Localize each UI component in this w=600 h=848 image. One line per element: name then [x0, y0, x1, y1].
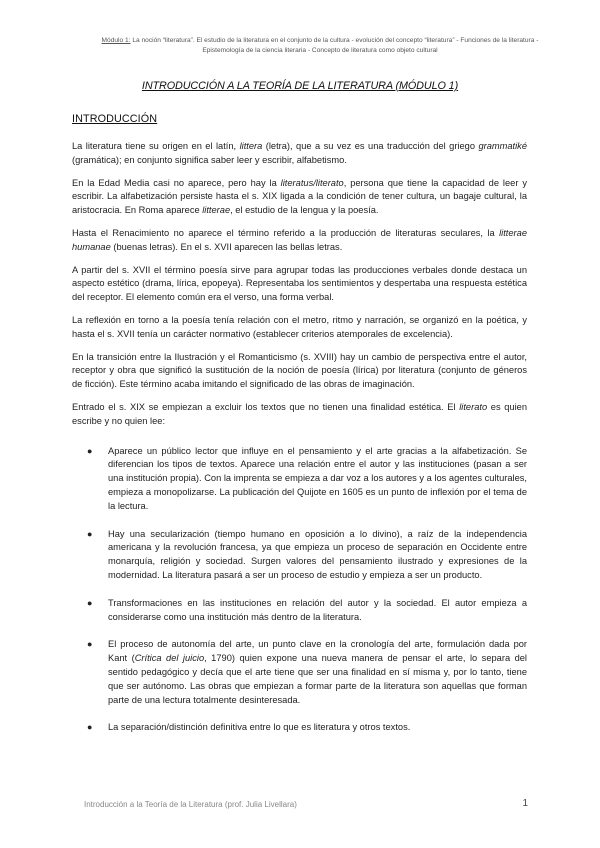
text-run: El proceso de autonomía del arte, un punto clave en la cronología del arte, formulación dada por Kant ( — [108, 639, 527, 664]
bullet-dot-icon: ● — [87, 722, 93, 733]
paragraph-5: La reflexión en torno a la poesía tenía relación con el metro, ritmo y narración, se organizó en la poética, y hasta el s. XVII tenía un carácter normativo (establecer criterios atemporales de excelencia). — [72, 314, 527, 339]
italic-term: litterae — [202, 205, 231, 216]
module-label: Módulo 1: — [101, 37, 131, 44]
paragraph-7 — [72, 401, 527, 429]
text-run: La literatura tiene su origen en el latín, — [72, 141, 240, 151]
italic-term: litterae humanae — [72, 227, 527, 252]
italic-term: literatus/literato — [280, 177, 344, 188]
text-run: , el estudio de la lengua y la poesía. — [230, 205, 379, 216]
bullet-dot-icon: ● — [87, 597, 93, 608]
list-item — [72, 528, 527, 583]
text-run: Hasta el Renacimiento no aparece el término referido a la producción de literaturas seculares, la — [72, 227, 500, 238]
list-item-text: Transformaciones en las instituciones en relación del autor y la sociedad. El autor empieza a considerarse como una institución más dentro de la literatura. — [108, 597, 527, 622]
page-number: 1 — [522, 798, 528, 809]
page-title: INTRODUCCIÓN A LA TEORÍA DE LA LITERATURA (MÓDULO 1) — [141, 80, 459, 92]
italic-term: literato — [459, 401, 488, 412]
section-heading: INTRODUCCIÓN — [72, 113, 158, 125]
text-run: (buenas letras). En el s. XVII aparecen las bellas letras. — [110, 241, 343, 252]
list-item — [72, 721, 527, 735]
bullet-dot-icon: ● — [87, 639, 93, 650]
paragraph-2 — [72, 177, 527, 218]
list-item-text: Hay una secularización (tiempo humano en oposición a lo divino), a raíz de la independencia americana y la revolución francesa, ya que empieza un proceso de separación en Occidente entre monarquía, religión y sociedad. Surgen valores del pensamiento ilustrado y expresiones de la modernidad. La literatura pasará a ser un proceso de estudio y empieza a ser un producto. — [108, 528, 527, 580]
paragraph-3 — [72, 227, 527, 255]
text-run: , persona que tiene la capacidad de leer y escribir. La alfabetización persiste hasta el s. XIX ligada a la condición de tener cultura, un bagaje cultural, la aristocracia. En Roma aparece — [72, 177, 527, 216]
main-content — [72, 113, 527, 749]
bullet-dot-icon: ● — [87, 528, 93, 539]
text-run: Entrado el s. XIX se empiezan a excluir los textos que no tienen una finalidad estética. El — [72, 401, 460, 412]
list-item-text: La separación/distinción definitiva entre lo que es literatura y otros textos. — [108, 722, 411, 733]
text-run: (letra), que a su vez es una traducción del griego — [262, 141, 479, 151]
list-item — [72, 597, 527, 625]
text-run: , 1790) quien expone una nueva manera de pensar el arte, lo separa del sentido pedagógico y decía que el arte tiene que ser una finalidad en sí misma y, por lo tanto, tiene que ser autónomo. Las obras que empiezan a formar parte de la literatura son aquellas que forman parte de una lectura totalmente desinteresada. — [108, 653, 527, 705]
footer-text: Introducción a la Teoría de la Literatura (prof. Julia Livellara) — [84, 800, 297, 809]
paragraph-1 — [72, 140, 527, 168]
list-item-text: Aparece un público lector que influye en el pensamiento y el arte gracias a la alfabetización. Se diferencian los tipos de textos. Aparece una relación entre el autor y las instituciones (pasan a ser una institución propia). Con la imprenta se empieza a dar voz a los autores y a los agentes culturales, empieza a monopolizarse. La publicación del Quijote en 1605 es un punto de inflexión por el tema de la lectura. — [108, 445, 527, 511]
list-item — [72, 638, 527, 707]
paragraph-6: En la transición entre la Ilustración y el Romanticismo (s. XVIII) hay un cambio de perspectiva entre el autor, receptor y obra que significó la sustitución de la noción de poesía (lírica) por literatura (conjunto de géneros de ficción). Este término acaba imitando el significado de las obras de imaginación. — [72, 351, 527, 390]
italic-term: littera — [239, 141, 263, 151]
list-item — [72, 445, 527, 514]
text-run: es quien escribe y no quien lee: — [72, 401, 528, 426]
running-header — [84, 36, 556, 55]
italic-term: Crítica del juicio — [134, 653, 205, 664]
italic-term: grammatiké — [478, 141, 528, 151]
module-topics: La noción “literatura”. El estudio de la literatura en el conjunto de la cultura - evolución del concepto “literatura” - Funciones de la literatura - Epistemología de la ciencia literaria - Concepto de literatura como objeto cultural — [132, 37, 539, 54]
text-run: En la Edad Media casi no aparece, pero hay la — [72, 177, 281, 188]
paragraph-4: A partir del s. XVII el término poesía sirve para agrupar todas las producciones verbales donde destaca un aspecto estético (drama, lírica, epopeya). Representaba los sentimientos y despertaba una respuesta estética del receptor. El elemento común era el verso, una forma verbal. — [72, 264, 527, 303]
bullet-dot-icon: ● — [87, 445, 93, 456]
text-run: (gramática); en conjunto significa saber leer y escribir, alfabetismo. — [72, 154, 347, 165]
bullet-list — [72, 445, 527, 736]
